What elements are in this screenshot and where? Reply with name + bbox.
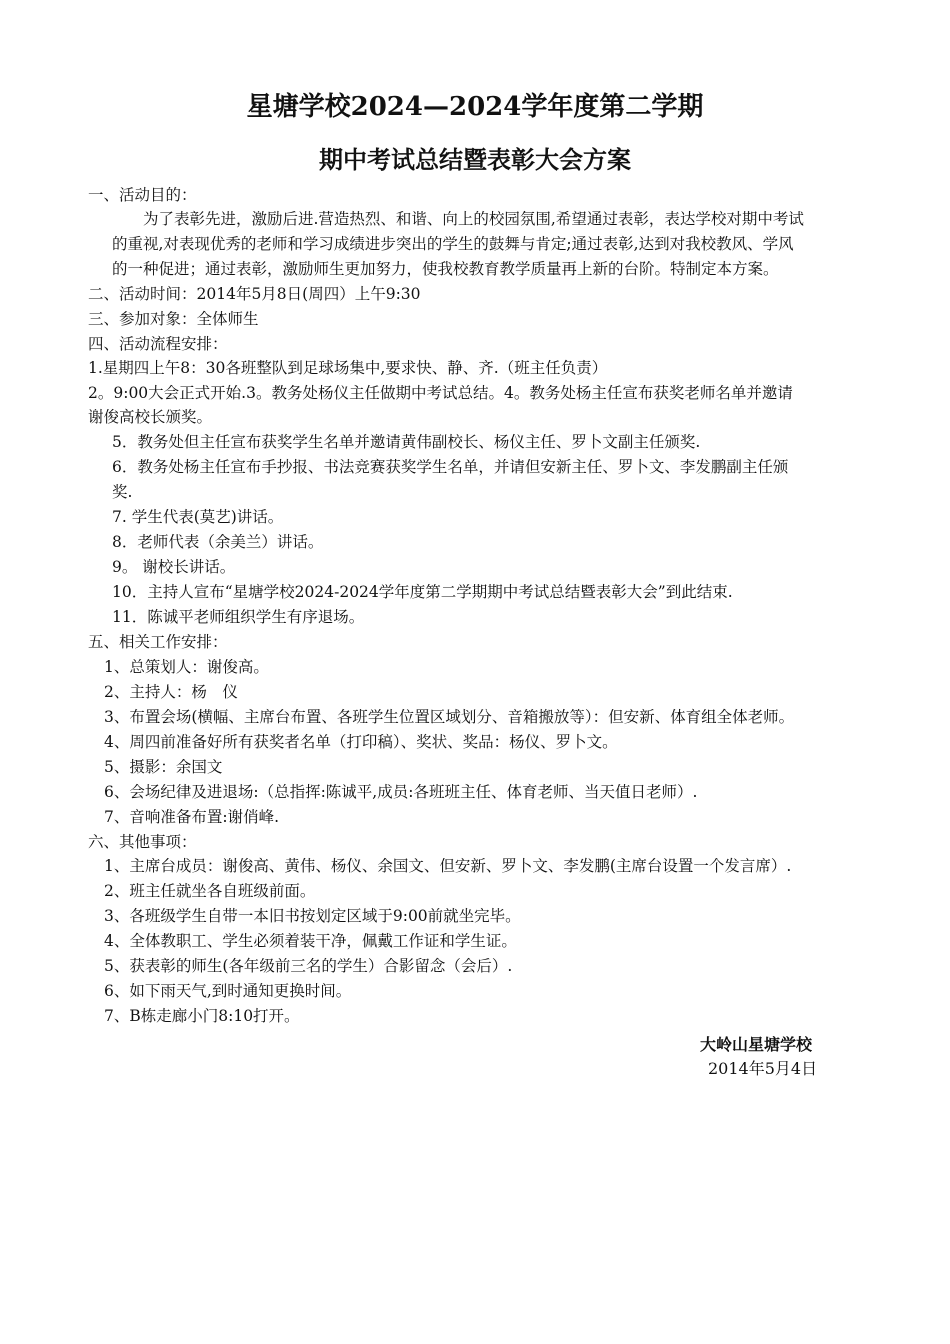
other-item: 5、获表彰的师生(各年级前三名的学生）合影留念（会后）. (104, 957, 513, 975)
other-item: 6、如下雨天气,到时通知更换时间。 (104, 982, 352, 1000)
flow-item: 10．主持人宣布“星塘学校2024-2024学年度第二学期期中考试总结暨表彰大会”到此结束. (112, 583, 733, 601)
purpose-paragraph-line: 为了表彰先进，激励后进.营造热烈、和谐、向上的校园氛围,希望通过表彰，表达学校对期中考试 (143, 210, 804, 228)
purpose-paragraph-line: 的一种促进；通过表彰，激励师生更加努力，使我校教育教学质量再上新的台阶。特制定本方案。 (112, 260, 779, 278)
section-time: 二、活动时间：2014年5月8日(周四）上午9:30 (88, 285, 421, 303)
flow-item-continued: 奖. (112, 483, 133, 501)
flow-item: 2。9:00大会正式开始.3。教务处杨仪主任做期中考试总结。4。教务处杨主任宣布获奖老师名单并邀请 (88, 384, 793, 402)
work-item: 1、总策划人：谢俊高。 (104, 658, 269, 676)
other-item: 4、全体教职工、学生必须着装干净，佩戴工作证和学生证。 (104, 932, 517, 950)
work-item: 6、会场纪律及进退场:（总指挥:陈诚平,成员:各班班主任、体育老师、当天值日老师）. (104, 783, 698, 801)
signature-date: 2014年5月4日 (708, 1059, 818, 1078)
work-item: 4、周四前准备好所有获奖者名单（打印稿）、奖状、奖品：杨仪、罗卜文。 (104, 733, 618, 751)
work-item: 3、布置会场(横幅、主席台布置、各班学生位置区域划分、音箱搬放等）：但安新、体育组全体老师。 (104, 708, 795, 726)
signature-organization: 大岭山星塘学校 (700, 1035, 813, 1054)
other-item: 3、各班级学生自带一本旧书按划定区域于9:00前就坐完毕。 (104, 907, 521, 925)
work-item: 5、摄影：余国文 (104, 758, 223, 776)
flow-item: 7. 学生代表(莫艺)讲话。 (112, 508, 284, 526)
work-item: 2、主持人：杨 仪 (104, 683, 238, 701)
document-subtitle: 期中考试总结暨表彰大会方案 (319, 145, 631, 174)
flow-item: 8．老师代表（余美兰）讲话。 (112, 533, 324, 551)
flow-item: 1.星期四上午8：30各班整队到足球场集中,要求快、静、齐.（班主任负责） (88, 359, 608, 377)
document-title: 星塘学校2024—2024学年度第二学期 (246, 92, 704, 122)
other-item: 1、主席台成员：谢俊高、黄伟、杨仪、余国文、但安新、罗卜文、李发鹏(主席台设置一个发言席）. (104, 857, 792, 875)
flow-item: 9。 谢校长讲话。 (112, 558, 236, 576)
flow-item: 5．教务处但主任宣布获奖学生名单并邀请黄伟副校长、杨仪主任、罗卜文副主任颁奖. (112, 433, 701, 451)
section-heading-other: 六、其他事项： (88, 833, 197, 851)
work-item: 7、音响准备布置:谢俏峰. (104, 808, 280, 826)
flow-item: 11．陈诚平老师组织学生有序退场。 (112, 608, 365, 626)
section-participants: 三、参加对象：全体师生 (88, 310, 259, 328)
other-item: 7、B栋走廊小门8:10打开。 (104, 1007, 300, 1025)
purpose-paragraph-line: 的重视,对表现优秀的老师和学习成绩进步突出的学生的鼓舞与肯定;通过表彰,达到对我校教风、学风 (112, 235, 794, 253)
flow-item-continued: 谢俊高校长颁奖。 (88, 408, 213, 426)
other-item: 2、班主任就坐各自班级前面。 (104, 882, 316, 900)
section-heading-purpose: 一、活动目的： (88, 186, 197, 204)
flow-item: 6．教务处杨主任宣布手抄报、书法竞赛获奖学生名单，并请但安新主任、罗卜文、李发鹏副主任颁 (112, 458, 789, 476)
section-heading-work: 五、相关工作安排： (88, 633, 228, 651)
section-heading-flow: 四、活动流程安排： (88, 335, 228, 353)
